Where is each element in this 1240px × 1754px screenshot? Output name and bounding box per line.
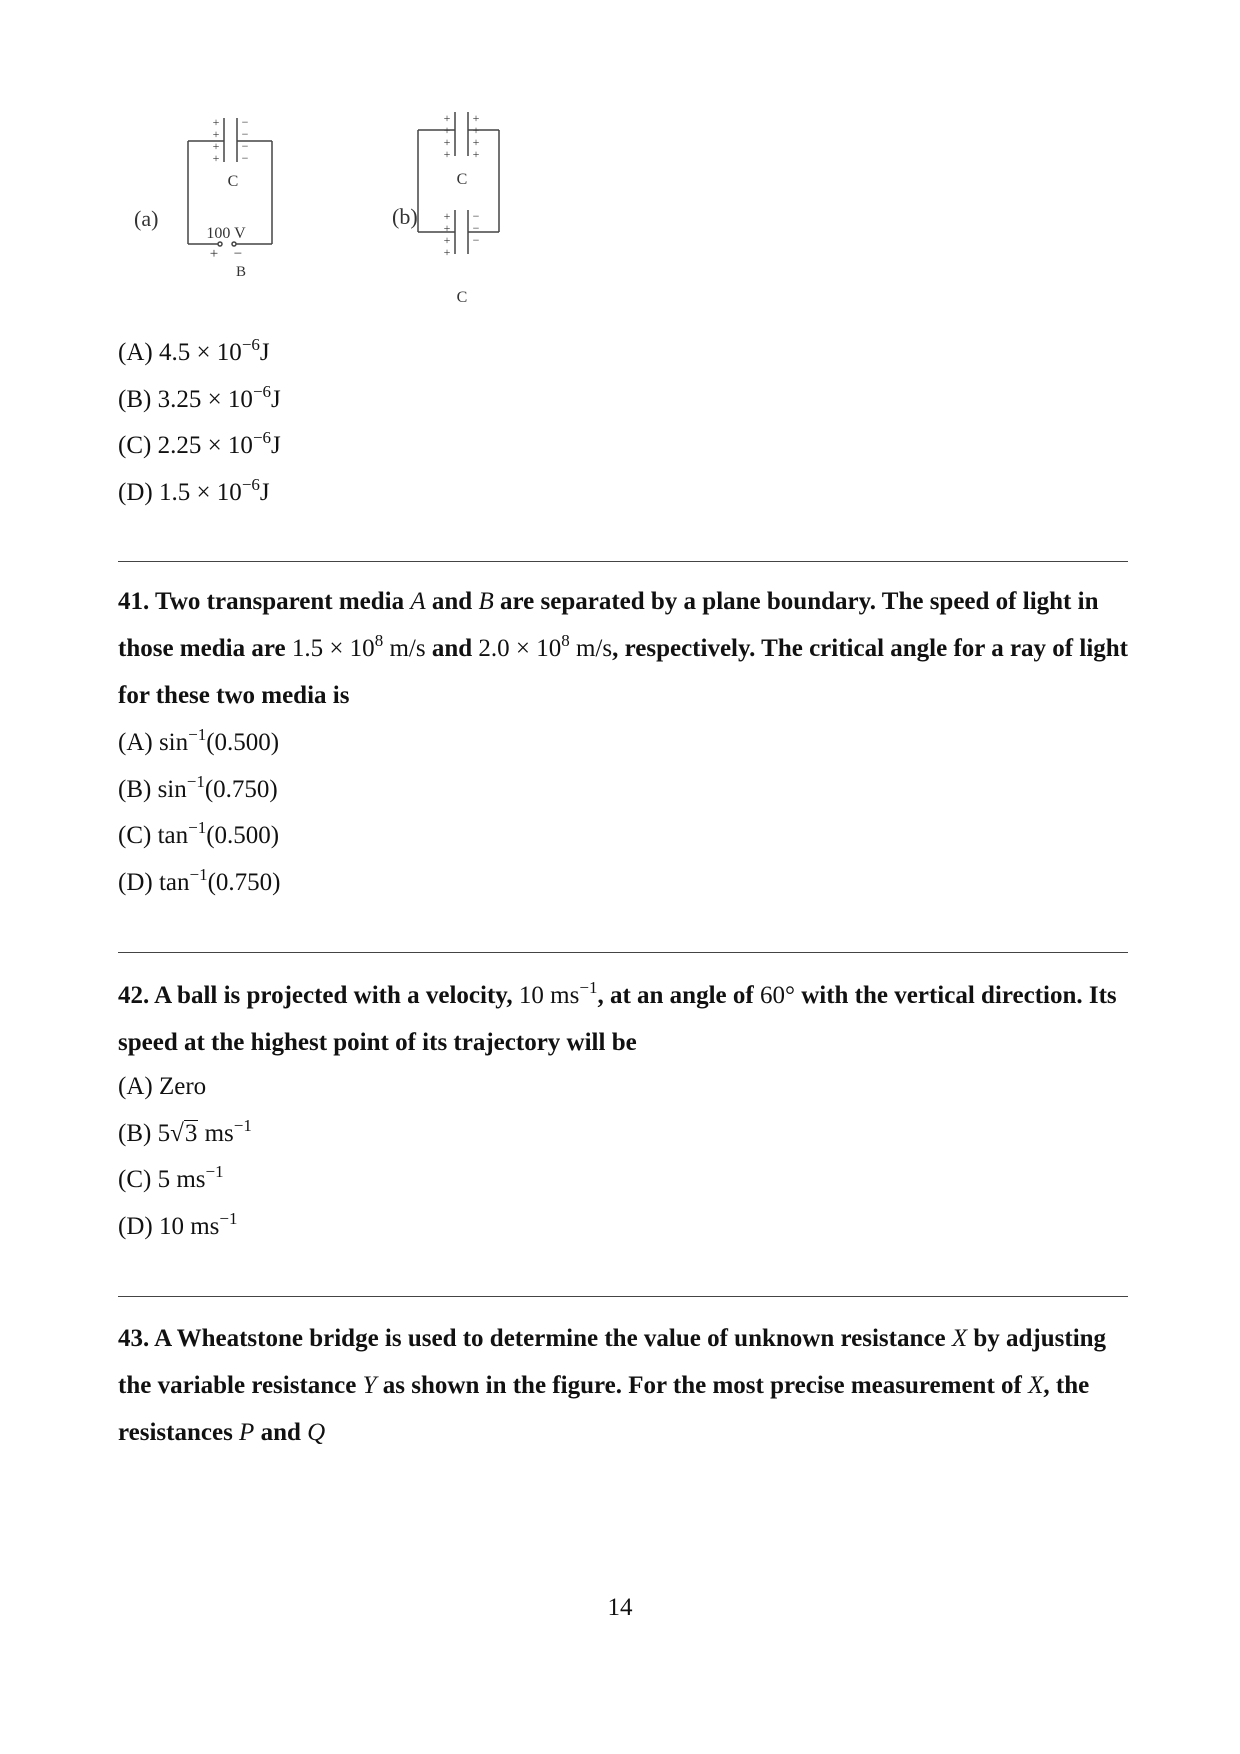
battery-label: B — [235, 264, 247, 280]
q40-option-b[interactable]: (B) $3.25 \times 10^{-6}J$ — [118, 381, 281, 413]
divider — [118, 561, 1128, 562]
plus-sign: + — [443, 135, 451, 149]
question-41-text: 41. Two transparent media A and B are separated by a plane boundary. The speed of light in those media are $1.5 \times 10^8$ m/s and $2.0 \times 10^8$ m/s, respectively. The critical angle for a ray of light for these two media is — [118, 588, 1128, 709]
minus-sign: − — [472, 221, 480, 235]
q40-options — [118, 330, 281, 516]
battery-minus-sign: − — [233, 246, 243, 262]
plus-sign: + — [443, 221, 451, 235]
minus-sign: − — [241, 139, 249, 153]
plus-sign: + — [472, 135, 480, 149]
plus-sign: + — [212, 127, 220, 141]
circuit-a-diagram — [118, 112, 318, 312]
capacitor-b-bottom-label: C — [456, 289, 468, 306]
q40-option-a[interactable]: (A) $4.5 \times 10^{-6}J$ — [118, 335, 270, 366]
figure-a-label: (a) — [134, 206, 159, 231]
battery-plus-sign: + — [209, 246, 219, 262]
q42-options — [118, 1064, 252, 1250]
q41-options — [118, 720, 281, 906]
battery-voltage-label: 100 V — [206, 225, 246, 242]
plus-sign: + — [443, 147, 451, 161]
minus-sign: − — [241, 115, 249, 129]
minus-sign: − — [241, 127, 249, 141]
minus-sign: − — [472, 233, 480, 247]
plus-sign: + — [472, 147, 480, 161]
plus-sign: + — [212, 151, 220, 165]
divider — [118, 952, 1128, 953]
q41-option-d[interactable]: (D) $\tan^{-1}(0.750)$ — [118, 864, 281, 896]
capacitor-figure — [118, 112, 618, 322]
plus-sign: + — [443, 111, 451, 125]
minus-sign: − — [241, 151, 249, 165]
circuit-b-diagram — [418, 112, 618, 312]
plus-sign: + — [443, 233, 451, 247]
figure-b-label: (b) — [392, 204, 418, 229]
capacitor-b-top-label: C — [456, 171, 468, 188]
q42-option-d[interactable]: (D) 10 $ms^{-1}$ — [118, 1208, 238, 1240]
page-number: 14 — [607, 1594, 633, 1621]
q41-option-b[interactable]: (B) $\sin^{-1}(0.750)$ — [118, 771, 278, 803]
question-43-text: 43. A Wheatstone bridge is used to determine the value of unknown resistance X by adjusting the variable resistance Y as shown in the figure. For the most precise measurement of X, the resistances P and Q — [118, 1325, 1107, 1446]
sqrt-symbol: √ — [170, 1119, 184, 1147]
plus-sign: + — [443, 123, 451, 137]
divider — [118, 1296, 1128, 1297]
q41-option-a[interactable]: (A) $\sin^{-1}(0.500)$ — [118, 725, 280, 756]
q40-option-d[interactable]: (D) $1.5 \times 10^{-6}J$ — [118, 474, 270, 506]
question-42-text: 42. A ball is projected with a velocity, 10 $ms^{-1}$, at an angle of 60° with the vertical direction. Its speed at the highest point of its trajectory will be — [118, 978, 1117, 1056]
q41-option-c[interactable]: (C) $\tan^{-1}(0.500)$ — [118, 818, 280, 849]
q42-option-c[interactable]: (C) 5 $ms^{-1}$ — [118, 1162, 224, 1193]
plus-sign: + — [443, 209, 451, 223]
q40-option-c[interactable]: (C) $2.25 \times 10^{-6}J$ — [118, 428, 281, 459]
plus-sign: + — [212, 139, 220, 153]
q42-option-a[interactable]: (A) Zero — [118, 1073, 207, 1100]
plus-sign: + — [472, 111, 480, 125]
capacitor-a-label: C — [227, 173, 239, 190]
q42-option-b[interactable]: (B) 5√3 $ms^{-1}$ — [118, 1115, 252, 1147]
plus-sign: + — [472, 123, 480, 137]
plus-sign: + — [212, 115, 220, 129]
plus-sign: + — [443, 245, 451, 259]
minus-sign: − — [472, 209, 480, 223]
